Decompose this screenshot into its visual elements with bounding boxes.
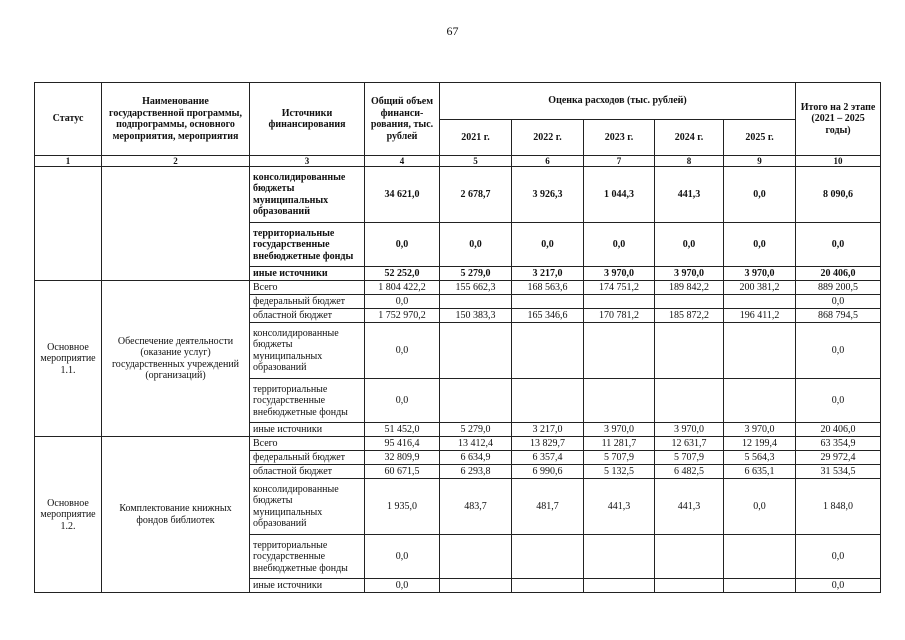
page-number: 67 xyxy=(446,24,459,38)
value-cell xyxy=(512,579,584,593)
value-cell: 34 621,0 xyxy=(365,167,440,223)
value-cell: 20 406,0 xyxy=(796,267,881,281)
value-cell: 3 970,0 xyxy=(724,423,796,437)
value-cell: 441,3 xyxy=(655,479,724,535)
value-cell: 0,0 xyxy=(796,579,881,593)
value-cell: 3 970,0 xyxy=(724,267,796,281)
value-cell xyxy=(655,379,724,423)
value-cell: 868 794,5 xyxy=(796,309,881,323)
value-cell: 63 354,9 xyxy=(796,437,881,451)
value-cell: 11 281,7 xyxy=(584,437,655,451)
activity-name-cell: Комплектование книжных фондов библиотек xyxy=(102,437,250,593)
value-cell: 0,0 xyxy=(796,323,881,379)
value-cell xyxy=(584,379,655,423)
value-cell xyxy=(655,579,724,593)
value-cell: 196 411,2 xyxy=(724,309,796,323)
column-number: 3 xyxy=(250,156,365,167)
value-cell: 483,7 xyxy=(440,479,512,535)
header-sources: Источники финансирования xyxy=(250,83,365,156)
source-cell: областной бюджет xyxy=(250,465,365,479)
value-cell: 0,0 xyxy=(796,295,881,309)
column-number: 8 xyxy=(655,156,724,167)
value-cell: 174 751,2 xyxy=(584,281,655,295)
value-cell xyxy=(655,535,724,579)
column-number-row xyxy=(35,156,881,167)
column-number: 5 xyxy=(440,156,512,167)
value-cell: 51 452,0 xyxy=(365,423,440,437)
value-cell: 0,0 xyxy=(584,223,655,267)
name-cell-empty xyxy=(102,167,250,281)
value-cell xyxy=(512,535,584,579)
source-cell: Всего xyxy=(250,437,365,451)
source-cell: территориальные государственные внебюджетные фонды xyxy=(250,379,365,423)
value-cell: 889 200,5 xyxy=(796,281,881,295)
source-cell: консолидированные бюджеты муниципальных образований xyxy=(250,323,365,379)
status-cell-empty xyxy=(35,167,102,281)
header-stage-total: Итого на 2 этапе (2021 – 2025 годы) xyxy=(796,83,881,156)
value-cell: 0,0 xyxy=(724,479,796,535)
header-row-1 xyxy=(35,83,881,120)
value-cell: 0,0 xyxy=(796,379,881,423)
value-cell: 0,0 xyxy=(365,379,440,423)
value-cell: 13 412,4 xyxy=(440,437,512,451)
status-cell: Основное мероприятие 1.1. xyxy=(35,281,102,437)
value-cell: 0,0 xyxy=(655,223,724,267)
value-cell: 1 848,0 xyxy=(796,479,881,535)
value-cell: 6 990,6 xyxy=(512,465,584,479)
value-cell: 5 279,0 xyxy=(440,423,512,437)
value-cell xyxy=(440,323,512,379)
value-cell xyxy=(440,579,512,593)
value-cell: 6 635,1 xyxy=(724,465,796,479)
table-row xyxy=(35,437,881,451)
header-year: 2023 г. xyxy=(584,120,655,156)
header-name: Наименование государственной программы, подпрограммы, основного мероприятия, мероприятия xyxy=(102,83,250,156)
source-cell: консолидированные бюджеты муниципальных образований xyxy=(250,167,365,223)
source-cell: областной бюджет xyxy=(250,309,365,323)
value-cell: 0,0 xyxy=(365,323,440,379)
value-cell: 170 781,2 xyxy=(584,309,655,323)
value-cell: 441,3 xyxy=(655,167,724,223)
value-cell xyxy=(584,295,655,309)
value-cell: 0,0 xyxy=(512,223,584,267)
value-cell: 3 970,0 xyxy=(655,267,724,281)
source-cell: территориальные государственные внебюджетные фонды xyxy=(250,223,365,267)
value-cell: 6 293,8 xyxy=(440,465,512,479)
header-year: 2022 г. xyxy=(512,120,584,156)
value-cell: 1 752 970,2 xyxy=(365,309,440,323)
column-number: 7 xyxy=(584,156,655,167)
value-cell: 0,0 xyxy=(724,167,796,223)
value-cell: 0,0 xyxy=(365,223,440,267)
value-cell: 1 935,0 xyxy=(365,479,440,535)
column-number: 10 xyxy=(796,156,881,167)
value-cell: 6 357,4 xyxy=(512,451,584,465)
value-cell xyxy=(512,379,584,423)
value-cell: 165 346,6 xyxy=(512,309,584,323)
column-number: 2 xyxy=(102,156,250,167)
value-cell: 13 829,7 xyxy=(512,437,584,451)
source-cell: иные источники xyxy=(250,579,365,593)
value-cell: 200 381,2 xyxy=(724,281,796,295)
source-cell: территориальные государственные внебюджетные фонды xyxy=(250,535,365,579)
value-cell: 5 564,3 xyxy=(724,451,796,465)
value-cell: 5 707,9 xyxy=(655,451,724,465)
header-estimate: Оценка расходов (тыс. рублей) xyxy=(440,83,796,120)
value-cell xyxy=(724,323,796,379)
value-cell xyxy=(724,379,796,423)
value-cell: 29 972,4 xyxy=(796,451,881,465)
value-cell: 3 926,3 xyxy=(512,167,584,223)
value-cell xyxy=(655,323,724,379)
value-cell xyxy=(655,295,724,309)
status-cell: Основное мероприятие 1.2. xyxy=(35,437,102,593)
value-cell: 481,7 xyxy=(512,479,584,535)
value-cell: 189 842,2 xyxy=(655,281,724,295)
table-row xyxy=(35,281,881,295)
column-number: 1 xyxy=(35,156,102,167)
table-row xyxy=(35,167,881,223)
value-cell: 31 534,5 xyxy=(796,465,881,479)
value-cell: 8 090,6 xyxy=(796,167,881,223)
header-year: 2024 г. xyxy=(655,120,724,156)
value-cell: 20 406,0 xyxy=(796,423,881,437)
value-cell xyxy=(724,295,796,309)
value-cell: 6 482,5 xyxy=(655,465,724,479)
header-year: 2021 г. xyxy=(440,120,512,156)
value-cell: 3 217,0 xyxy=(512,267,584,281)
value-cell: 3 970,0 xyxy=(584,267,655,281)
value-cell: 0,0 xyxy=(365,579,440,593)
header-status: Статус xyxy=(35,83,102,156)
value-cell: 0,0 xyxy=(365,295,440,309)
value-cell: 6 634,9 xyxy=(440,451,512,465)
value-cell xyxy=(440,535,512,579)
value-cell: 5 132,5 xyxy=(584,465,655,479)
value-cell: 3 970,0 xyxy=(584,423,655,437)
value-cell: 155 662,3 xyxy=(440,281,512,295)
value-cell: 0,0 xyxy=(724,223,796,267)
value-cell: 1 044,3 xyxy=(584,167,655,223)
value-cell: 185 872,2 xyxy=(655,309,724,323)
financing-table xyxy=(34,82,881,593)
value-cell xyxy=(512,323,584,379)
value-cell: 32 809,9 xyxy=(365,451,440,465)
value-cell: 3 217,0 xyxy=(512,423,584,437)
value-cell: 52 252,0 xyxy=(365,267,440,281)
value-cell: 12 631,7 xyxy=(655,437,724,451)
value-cell xyxy=(724,535,796,579)
value-cell: 3 970,0 xyxy=(655,423,724,437)
source-cell: иные источники xyxy=(250,267,365,281)
value-cell: 0,0 xyxy=(796,535,881,579)
value-cell xyxy=(724,579,796,593)
value-cell: 2 678,7 xyxy=(440,167,512,223)
source-cell: консолидированные бюджеты муниципальных образований xyxy=(250,479,365,535)
value-cell: 168 563,6 xyxy=(512,281,584,295)
value-cell: 150 383,3 xyxy=(440,309,512,323)
value-cell: 0,0 xyxy=(440,223,512,267)
value-cell xyxy=(584,579,655,593)
value-cell xyxy=(440,379,512,423)
value-cell: 5 279,0 xyxy=(440,267,512,281)
source-cell: федеральный бюджет xyxy=(250,295,365,309)
value-cell: 60 671,5 xyxy=(365,465,440,479)
value-cell: 441,3 xyxy=(584,479,655,535)
header-total: Общий объем финанси- рования, тыс. рублей xyxy=(365,83,440,156)
source-cell: федеральный бюджет xyxy=(250,451,365,465)
value-cell: 5 707,9 xyxy=(584,451,655,465)
value-cell: 0,0 xyxy=(365,535,440,579)
value-cell xyxy=(584,323,655,379)
value-cell xyxy=(440,295,512,309)
value-cell xyxy=(512,295,584,309)
column-number: 4 xyxy=(365,156,440,167)
header-year: 2025 г. xyxy=(724,120,796,156)
value-cell: 0,0 xyxy=(796,223,881,267)
source-cell: Всего xyxy=(250,281,365,295)
value-cell: 12 199,4 xyxy=(724,437,796,451)
source-cell: иные источники xyxy=(250,423,365,437)
value-cell xyxy=(584,535,655,579)
value-cell: 95 416,4 xyxy=(365,437,440,451)
column-number: 6 xyxy=(512,156,584,167)
value-cell: 1 804 422,2 xyxy=(365,281,440,295)
activity-name-cell: Обеспечение деятельности (оказание услуг) государственных учреждений (организаций) xyxy=(102,281,250,437)
column-number: 9 xyxy=(724,156,796,167)
